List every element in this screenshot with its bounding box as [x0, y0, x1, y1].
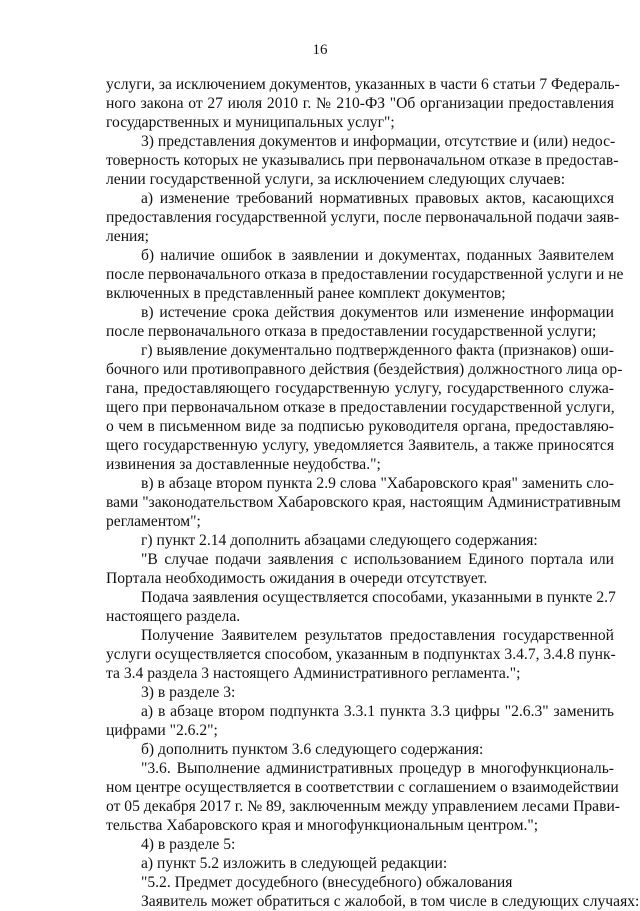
text-line: бочного или противоправного действия (бездействия) должностного лица ор- [106, 361, 623, 378]
text-line: ного закона от 27 июля 2010 г. № 210-ФЗ "Об организации предоставления [106, 95, 614, 112]
text-line: предоставления государственной услуги, после первоначальной подачи заяв- [106, 209, 620, 226]
text-line: а) изменение требований нормативных правовых актов, касающихся [141, 190, 614, 207]
text-line: цифрами "2.6.2"; [106, 722, 218, 739]
text-line: "5.2. Предмет досудебного (внесудебного) обжалования [141, 874, 513, 891]
text-line: ном центре осуществляется в соответствии с соглашением о взаимодействии [106, 779, 619, 796]
text-line: "3.6. Выполнение административных процедур в многофункциональ- [141, 760, 614, 777]
text-line: "В случае подачи заявления с использованием Единого портала или [141, 551, 614, 568]
text-line: Портала необходимость ожидания в очереди отсутствует. [106, 570, 488, 587]
text-line: услуги, за исключением документов, указанных в части 6 статьи 7 Федераль- [106, 76, 620, 93]
text-line: щего при первоначальном отказе в предоставлении государственной услуги, [106, 399, 615, 416]
text-line: г) выявление документально подтвержденного факта (признаков) оши- [141, 342, 614, 359]
text-line: 3) представления документов и информации, отсутствие и (или) недос- [141, 133, 616, 150]
text-line: в) в абзаце втором пункта 2.9 слова "Хабаровского края" заменить сло- [141, 475, 614, 492]
text-line: 4) в разделе 5: [141, 836, 236, 853]
text-line: а) в абзаце втором подпункта 3.3.1 пункта 3.3 цифры "2.6.3" заменить [141, 703, 614, 720]
text-line: настоящего раздела. [106, 608, 241, 625]
text-line: Получение Заявителем результатов предоставления государственной [141, 627, 614, 644]
text-line: лении государственной услуги, за исключением следующих случаев: [106, 171, 566, 188]
text-line: Заявитель может обратиться с жалобой, в том числе в следующих случаях: [141, 893, 640, 910]
text-line: услуги осуществляется способом, указанным в подпунктах 3.4.7, 3.4.8 пунк- [106, 646, 616, 663]
text-line: о чем в письменном виде за подписью руководителя органа, предоставляю- [106, 418, 614, 435]
text-line: от 05 декабря 2017 г. № 89, заключенным между управлением лесами Прави- [106, 798, 620, 815]
text-line: б) наличие ошибок в заявлении и документах, поданных Заявителем [141, 247, 614, 264]
text-line: б) дополнить пунктом 3.6 следующего содержания: [141, 741, 484, 758]
text-line: вами "законодательством Хабаровского края, настоящим Административным [106, 494, 621, 511]
text-line: извинения за доставленные неудобства."; [106, 456, 381, 473]
text-line: включенных в представленный ранее комплект документов; [106, 285, 506, 302]
text-line: государственных и муниципальных услуг"; [106, 114, 395, 131]
text-line: после первоначального отказа в предоставлении государственной услуги и не [106, 266, 624, 283]
text-line: щего государственную услугу, уведомляется Заявитель, а также приносятся [106, 437, 614, 454]
page-number: 16 [312, 42, 328, 58]
text-line: в) истечение срока действия документов или изменение информации [141, 304, 614, 321]
text-line: тельства Хабаровского края и многофункциональным центром."; [106, 817, 539, 834]
text-line: ления; [106, 228, 149, 245]
text-line: товерность которых не указывались при первоначальном отказе в предостав- [106, 152, 619, 169]
text-line: а) пункт 5.2 изложить в следующей редакции: [141, 855, 448, 872]
text-line: после первоначального отказа в предоставлении государственной услуги; [106, 323, 597, 340]
text-line: 3) в разделе 3: [141, 684, 236, 701]
text-line: гана, предоставляющего государственную услугу, государственного служа- [106, 380, 614, 397]
text-line: Подача заявления осуществляется способами, указанными в пункте 2.7 [141, 589, 616, 606]
text-line: г) пункт 2.14 дополнить абзацами следующего содержания: [141, 532, 538, 549]
text-line: та 3.4 раздела 3 настоящего Административного регламента."; [106, 665, 521, 682]
text-line: регламентом"; [106, 513, 201, 530]
